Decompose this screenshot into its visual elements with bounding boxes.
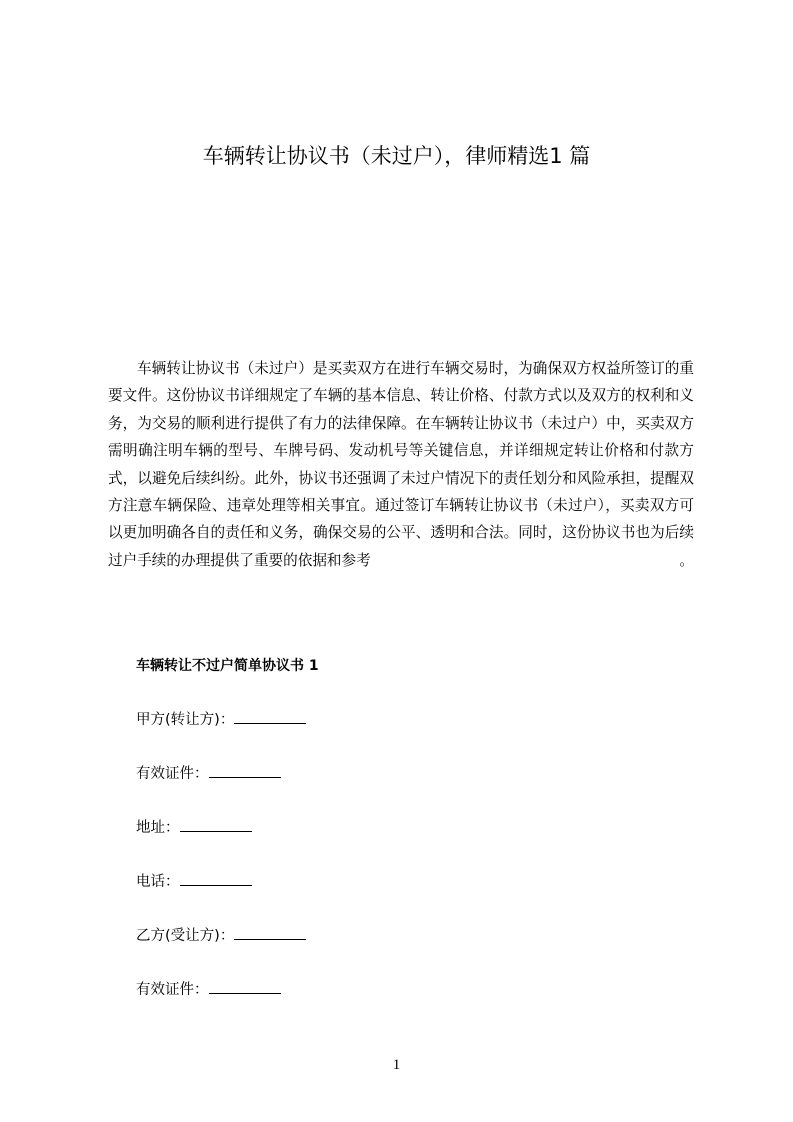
field-label: 甲方(转让方)： [136,712,235,728]
field-label: 有效证件： [136,982,209,998]
intro-paragraph-text: 车辆转让协议书（未过户）是买卖双方在进行车辆交易时，为确保双方权益所签订的重要文件。这份协议书详细规定了车辆的基本信息、转让价格、付款方式以及双方的权利和义务，为交易的顺利进行提供了有力的法律保障。在车辆转让协议书（未过户）中，买卖双方需明确注明车辆的型号、车牌号码、发动机号等关键信息，并详细规定转让价格和付款方式，以避免后续纠纷。此外，协议书还强调了未过户情况下的责任划分和风险承担，提醒双方注意车辆保险、违章处理等相关事宜。通过签订车辆转让协议书（未过户），买卖双方可以更加明确各自的责任和义务，确保交易的公平、透明和合法。同时，这份协议书也为后续过户手续的办理提供了重要的依据和参考 [108,360,694,569]
field-id-document-b [136,978,281,1001]
blank-line [180,816,252,832]
blank-line [209,978,281,994]
field-phone [136,870,252,893]
document-title: 车辆转让协议书（未过户），律师精选1 篇 [202,144,591,168]
blank-line [209,762,281,778]
field-id-document-a [136,762,281,785]
intro-paragraph [108,355,694,574]
field-label: 乙方(受让方)： [136,928,235,944]
field-address [136,816,252,839]
page-number: 1 [392,1057,401,1073]
intro-end-mark: 。 [679,551,694,569]
field-label: 电话： [136,874,180,890]
blank-line [180,870,252,886]
field-party-a [136,708,306,731]
blank-line [234,708,306,724]
field-party-b [136,924,306,947]
field-label: 地址： [136,820,180,836]
field-label: 有效证件： [136,766,209,782]
section-heading: 车辆转让不过户简单协议书 1 [136,658,319,674]
blank-line [234,924,306,940]
